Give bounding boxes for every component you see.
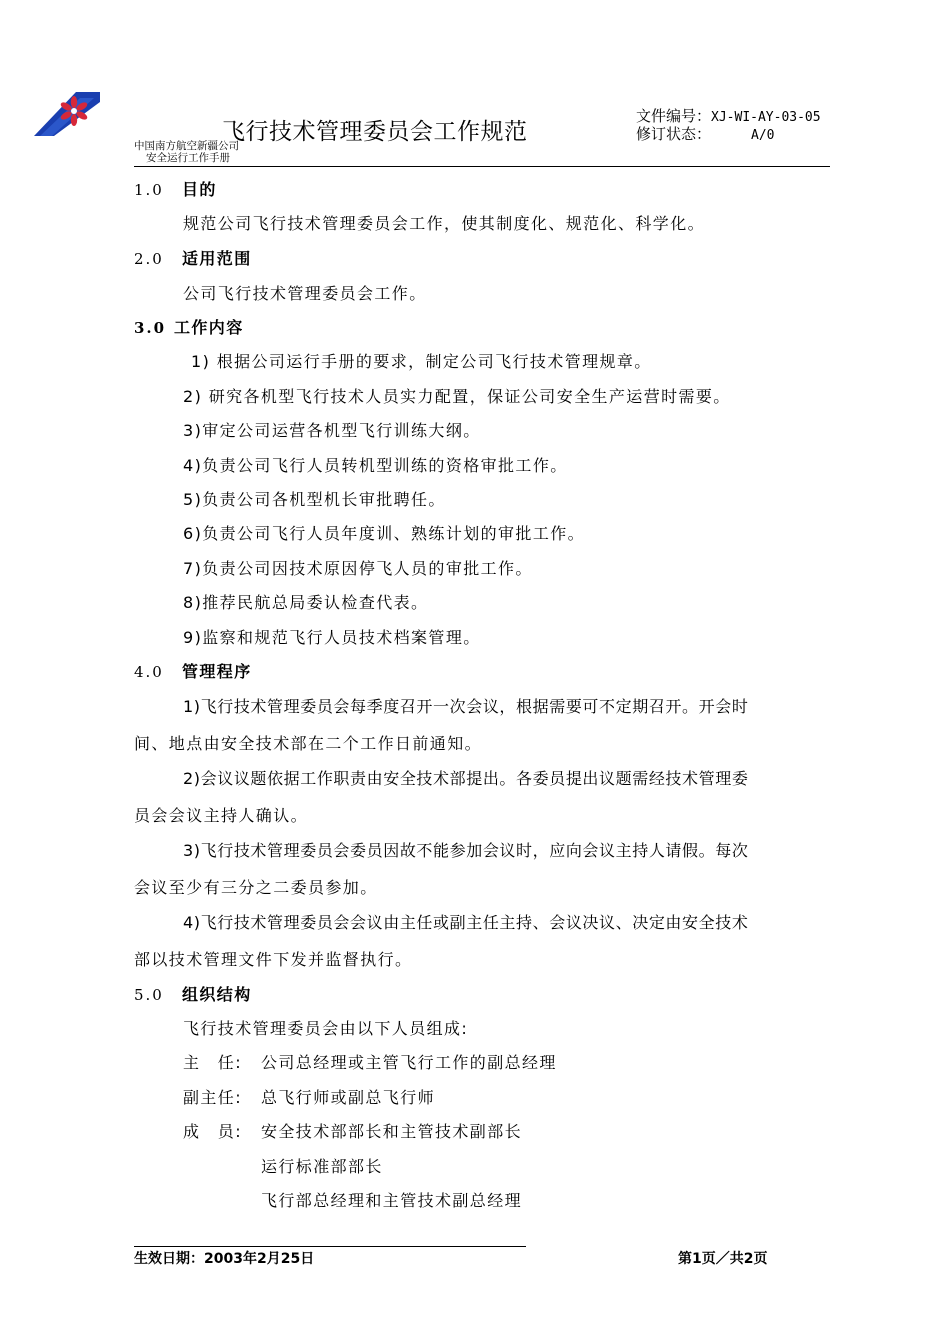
role-label: 主 任: (183, 1053, 242, 1072)
document-title: 飞行技术管理委员会工作规范 (222, 119, 528, 145)
manual-name: 安全运行工作手册 (146, 152, 230, 164)
paragraph-line: 会议至少有三分之二委员参加。 (134, 878, 378, 897)
revision-label: 修订状态： (636, 125, 712, 143)
paragraph-line: 1)飞行技术管理委员会每季度召开一次会议，根据需要可不定期召开。开会时 (183, 697, 749, 716)
section-1-body: 规范公司飞行技术管理委员会工作，使其制度化、规范化、科学化。 (183, 214, 706, 233)
paragraph-line: 2)会议议题依据工作职责由安全技术部提出。各委员提出议题需经技术管理委 (183, 769, 749, 788)
paragraph-line: 部以技术管理文件下发并监督执行。 (134, 950, 413, 969)
list-item: 5)负责公司各机型机长审批聘任。 (183, 490, 446, 509)
section-title: 适用范围 (182, 249, 252, 268)
document-meta (636, 108, 821, 144)
company-block (134, 140, 239, 164)
section-number: 5.0 (134, 986, 164, 1004)
company-logo (34, 88, 100, 138)
section-3-heading (134, 318, 244, 338)
member-item: 飞行部总经理和主管技术副总经理 (261, 1191, 523, 1210)
paragraph-line: 员会会议主持人确认。 (134, 806, 309, 825)
effective-date: 生效日期：2003年2月25日 (134, 1251, 315, 1267)
paragraph-line: 3)飞行技术管理委员会委员因故不能参加会议时，应向会议主持人请假。每次 (183, 841, 749, 860)
header-rule (134, 166, 830, 167)
company-name: 中国南方航空新疆公司 (134, 140, 239, 152)
section-title: 工作内容 (174, 318, 244, 337)
list-item: 4)负责公司飞行人员转机型训练的资格审批工作。 (183, 456, 568, 475)
section-1-heading (134, 180, 217, 200)
org-row-members (183, 1122, 522, 1142)
paragraph-line: 间、地点由安全技术部在二个工作日前通知。 (134, 734, 483, 753)
list-item: 3)审定公司运营各机型飞行训练大纲。 (183, 421, 481, 440)
list-item: 2) 研究各机型飞行技术人员实力配置，保证公司安全生产运营时需要。 (183, 387, 731, 406)
doc-no-value: XJ-WI-AY-03-05 (711, 110, 821, 125)
section-number: 1.0 (134, 181, 164, 199)
section-number: 4.0 (134, 663, 164, 681)
role-value: 公司总经理或主管飞行工作的副总经理 (261, 1053, 557, 1072)
list-item: 9)监察和规范飞行人员技术档案管理。 (183, 628, 481, 647)
list-item: 1) 根据公司运行手册的要求，制定公司飞行技术管理规章。 (191, 352, 652, 371)
role-label: 成 员: (183, 1122, 242, 1141)
page-number: 第1页／共2页 (678, 1251, 768, 1267)
role-value: 安全技术部部长和主管技术副部长 (261, 1122, 523, 1141)
list-item: 7)负责公司因技术原因停飞人员的审批工作。 (183, 559, 533, 578)
role-label: 副主任: (183, 1088, 242, 1107)
section-number: 2.0 (134, 250, 164, 268)
section-title: 目的 (182, 180, 217, 199)
role-value: 总飞行师或副总飞行师 (261, 1088, 436, 1107)
section-title: 管理程序 (182, 662, 252, 681)
member-item: 运行标准部部长 (261, 1157, 383, 1176)
org-row-director (183, 1053, 557, 1073)
section-title: 组织结构 (182, 985, 252, 1004)
section-5-heading (134, 985, 252, 1005)
paragraph-line: 4)飞行技术管理委员会会议由主任或副主任主持、会议决议、决定由安全技术 (183, 913, 749, 932)
org-intro: 飞行技术管理委员会由以下人员组成: (183, 1019, 469, 1038)
footer-rule (134, 1246, 526, 1247)
section-number: 3.0 (134, 319, 167, 337)
org-row-deputy (183, 1088, 435, 1108)
section-2-body: 公司飞行技术管理委员会工作。 (183, 284, 427, 303)
list-item: 8)推荐民航总局委认检查代表。 (183, 593, 429, 612)
revision-value: A/0 (751, 128, 775, 143)
list-item: 6)负责公司飞行人员年度训、熟练计划的审批工作。 (183, 524, 586, 543)
doc-no-label: 文件编号： (636, 107, 712, 125)
section-2-heading (134, 249, 252, 269)
section-4-heading (134, 662, 252, 682)
